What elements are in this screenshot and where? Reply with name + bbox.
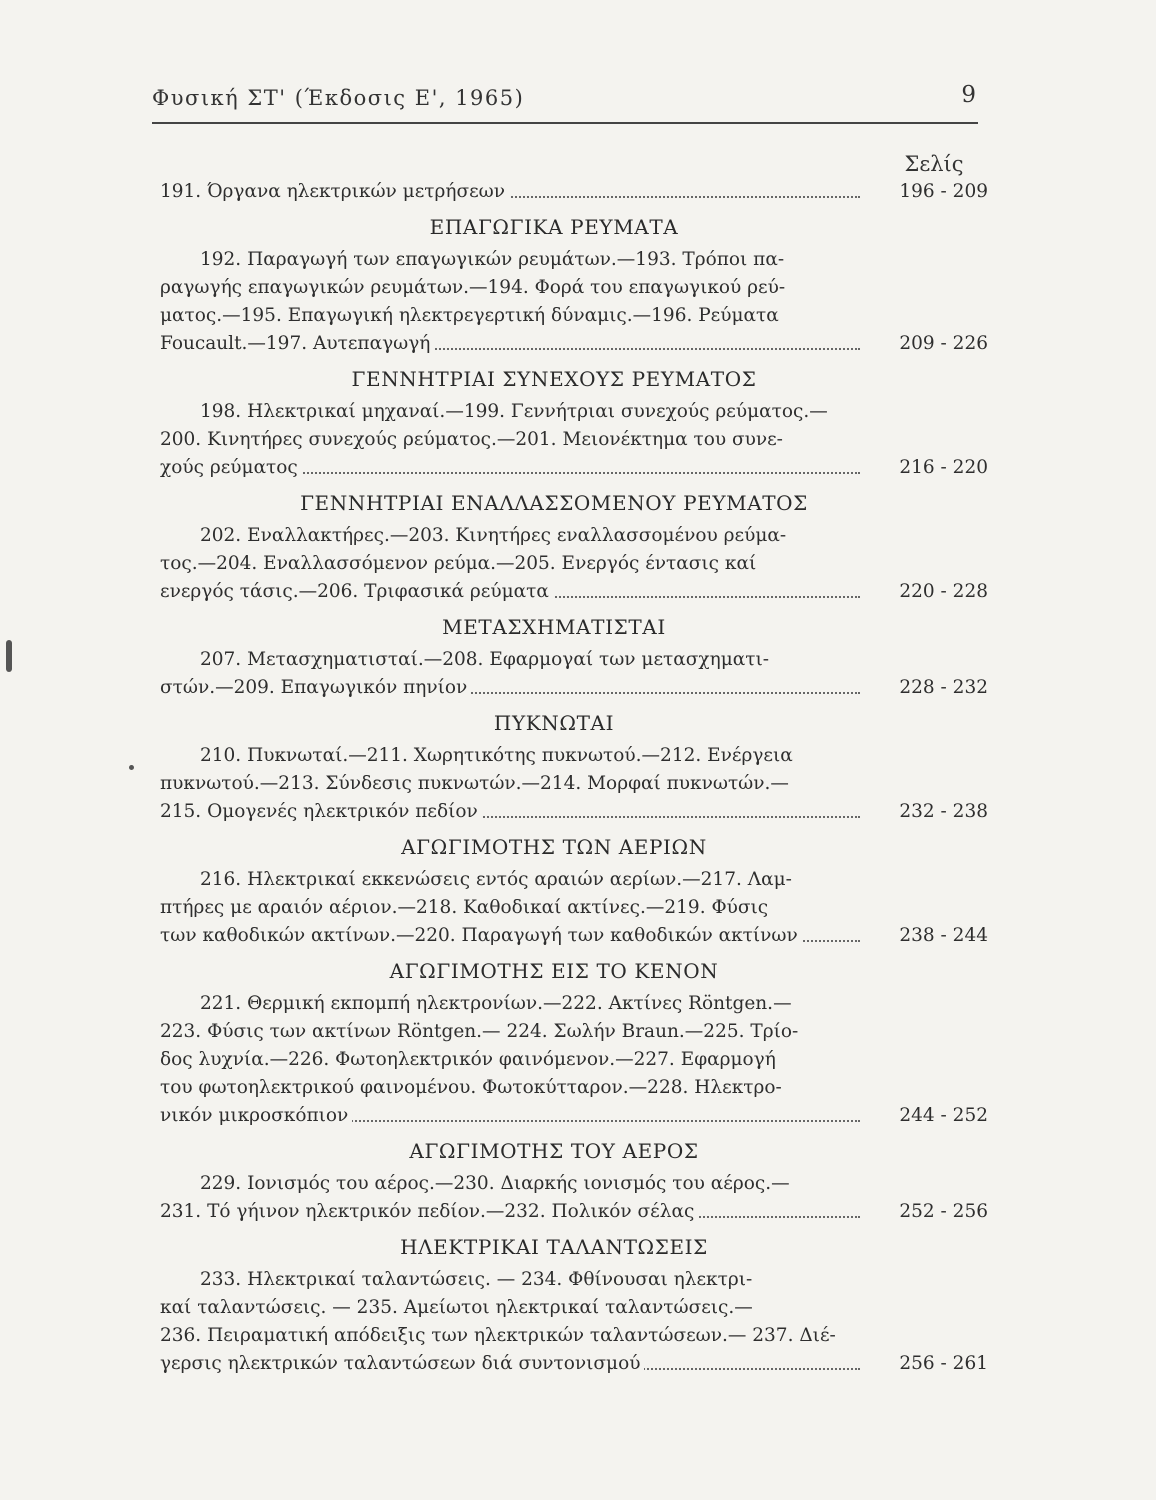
page-range: 256 - 261 xyxy=(899,1353,988,1374)
entry-text: Foucault.—197. Αυτεπαγωγή xyxy=(160,333,434,354)
entry-line xyxy=(160,1170,860,1198)
entry-text: 207. Μετασχηματισταί.—208. Εφαρμογαί των μετασχηματι- xyxy=(200,649,769,670)
section-heading: ΓΕΝΝΗΤΡΙΑΙ ΕΝΑΛΛΑΣΣΟΜΕΝΟΥ ΡΕΥΜΑΤΟΣ xyxy=(300,491,808,515)
page-header xyxy=(152,82,978,124)
entry-text: νικόν μικροσκόπιον xyxy=(160,1105,352,1126)
entry-line xyxy=(160,646,860,674)
entry-text: 191. Όργανα ηλεκτρικών μετρήσεων xyxy=(160,181,509,202)
entry-text: 231. Τό γήινον ηλεκτρικόν πεδίον.—232. Πολικόν σέλας xyxy=(160,1201,698,1222)
entry-text: 215. Ομογενές ηλεκτρικόν πεδίον xyxy=(160,801,482,822)
entry-line xyxy=(160,550,860,578)
section-heading: ΜΕΤΑΣΧΗΜΑΤΙΣΤΑΙ xyxy=(442,615,666,639)
entry-text: 200. Κινητήρες συνεχούς ρεύματος.—201. Μειονέκτημα του συνε- xyxy=(160,429,783,450)
entry-line xyxy=(160,1102,860,1130)
toc-entry xyxy=(160,1170,988,1226)
entry-line xyxy=(160,426,860,454)
entry-text: 223. Φύσις των ακτίνων Röntgen.— 224. Σωλήν Braun.—225. Τρίο- xyxy=(160,1021,799,1042)
entry-line xyxy=(160,742,860,770)
entry-line xyxy=(160,578,860,606)
entry-line xyxy=(160,1350,860,1378)
entry-text: χούς ρεύματος xyxy=(160,457,302,478)
entry-line xyxy=(160,990,860,1018)
scan-mark xyxy=(6,640,12,672)
entry-line xyxy=(160,866,860,894)
entry-line xyxy=(160,246,860,274)
entry-text: του φωτοηλεκτρικού φαινομένου. Φωτοκύτταρον.—228. Ηλεκτρο- xyxy=(160,1077,782,1098)
page-range: 238 - 244 xyxy=(899,925,988,946)
entry-line xyxy=(160,1046,860,1074)
toc-entry xyxy=(160,866,988,950)
entry-line xyxy=(160,178,860,206)
entry-text: 221. Θερμική εκπομπή ηλεκτρονίων.—222. Ακτίνες Röntgen.— xyxy=(200,993,792,1014)
page-range: 216 - 220 xyxy=(899,457,988,478)
entry-text: των καθοδικών ακτίνων.—220. Παραγωγή των καθοδικών ακτίνων xyxy=(160,925,802,946)
entry-line xyxy=(160,1018,860,1046)
page-number: 9 xyxy=(961,82,976,108)
entry-text: καί ταλαντώσεις. — 235. Αμείωτοι ηλεκτρικαί ταλαντώσεις.— xyxy=(160,1297,753,1318)
toc-entry xyxy=(160,522,988,606)
entry-line xyxy=(160,302,860,330)
page-range: 220 - 228 xyxy=(899,581,988,602)
entry-text: 202. Εναλλακτήρες.—203. Κινητήρες εναλλασσομένου ρεύμα- xyxy=(200,525,787,546)
page-range: 228 - 232 xyxy=(899,677,988,698)
table-of-contents xyxy=(160,178,988,1378)
entry-text: ματος.—195. Επαγωγική ηλεκτρεγερτική δύναμις.—196. Ρεύματα xyxy=(160,305,779,326)
page-range: 209 - 226 xyxy=(899,333,988,354)
entry-text: ενεργός τάσις.—206. Τριφασικά ρεύματα xyxy=(160,581,553,602)
page-range: 244 - 252 xyxy=(899,1105,988,1126)
pages-column-label: Σελίς xyxy=(904,152,964,176)
entry-text: δος λυχνία.—226. Φωτοηλεκτρικόν φαινόμενον.—227. Εφαρμογή xyxy=(160,1049,776,1070)
page-range: 252 - 256 xyxy=(899,1201,988,1222)
toc-entry xyxy=(160,246,988,358)
toc-entry xyxy=(160,178,988,206)
entry-text: ραγωγής επαγωγικών ρευμάτων.—194. Φορά του επαγωγικού ρεύ- xyxy=(160,277,786,298)
entry-text: 216. Ηλεκτρικαί εκκενώσεις εντός αραιών αερίων.—217. Λαμ- xyxy=(200,869,792,890)
entry-text: 198. Ηλεκτρικαί μηχαναί.—199. Γεννήτριαι συνεχούς ρεύματος.— xyxy=(200,401,828,422)
toc-entry xyxy=(160,398,988,482)
entry-line xyxy=(160,770,860,798)
entry-line xyxy=(160,1074,860,1102)
section-heading: ΑΓΩΓΙΜΟΤΗΣ ΤΟΥ ΑΕΡΟΣ xyxy=(409,1139,699,1163)
entry-line xyxy=(160,894,860,922)
toc-entry xyxy=(160,1266,988,1378)
entry-text: 229. Ιονισμός του αέρος.—230. Διαρκής ιονισμός του αέρος.— xyxy=(200,1173,790,1194)
entry-line xyxy=(160,1198,860,1226)
entry-line xyxy=(160,1294,860,1322)
section-heading: ΕΠΑΓΩΓΙΚΑ ΡΕΥΜΑΤΑ xyxy=(429,215,679,239)
section-heading: ΑΓΩΓΙΜΟΤΗΣ ΕΙΣ ΤΟ ΚΕΝΟΝ xyxy=(389,959,719,983)
section-heading: ΗΛΕΚΤΡΙΚΑΙ ΤΑΛΑΝΤΩΣΕΙΣ xyxy=(400,1235,708,1259)
entry-text: πτήρες με αραιόν αέριον.—218. Καθοδικαί ακτίνες.—219. Φύσις xyxy=(160,897,769,918)
book-title: Φυσική ΣΤ' (Έκδοσις Ε', 1965) xyxy=(152,86,525,110)
scan-dot xyxy=(129,765,134,770)
entry-line xyxy=(160,274,860,302)
entry-line xyxy=(160,674,860,702)
entry-text: 236. Πειραματική απόδειξις των ηλεκτρικών ταλαντώσεων.— 237. Διέ- xyxy=(160,1325,836,1346)
section-heading: ΠΥΚΝΩΤΑΙ xyxy=(493,711,615,735)
entry-text: 210. Πυκνωταί.—211. Χωρητικότης πυκνωτού.—212. Ενέργεια xyxy=(200,745,793,766)
entry-text: 192. Παραγωγή των επαγωγικών ρευμάτων.—193. Τρόποι πα- xyxy=(200,249,785,270)
toc-entry xyxy=(160,742,988,826)
entry-line xyxy=(160,330,860,358)
entry-text: στών.—209. Επαγωγικόν πηνίον xyxy=(160,677,471,698)
entry-line xyxy=(160,522,860,550)
entry-line xyxy=(160,1266,860,1294)
page-range: 196 - 209 xyxy=(899,181,988,202)
toc-entry xyxy=(160,646,988,702)
entry-line xyxy=(160,454,860,482)
section-heading: ΑΓΩΓΙΜΟΤΗΣ ΤΩΝ ΑΕΡΙΩΝ xyxy=(401,835,707,859)
entry-line xyxy=(160,922,860,950)
entry-line xyxy=(160,798,860,826)
section-heading: ΓΕΝΝΗΤΡΙΑΙ ΣΥΝΕΧΟΥΣ ΡΕΥΜΑΤΟΣ xyxy=(351,367,757,391)
entry-text: 233. Ηλεκτρικαί ταλαντώσεις. — 234. Φθίνουσαι ηλεκτρι- xyxy=(200,1269,753,1290)
page-range: 232 - 238 xyxy=(899,801,988,822)
entry-line xyxy=(160,1322,860,1350)
entry-text: τος.—204. Εναλλασσόμενον ρεύμα.—205. Ενεργός έντασις καί xyxy=(160,553,757,574)
entry-text: πυκνωτού.—213. Σύνδεσις πυκνωτών.—214. Μορφαί πυκνωτών.— xyxy=(160,773,789,794)
toc-entry xyxy=(160,990,988,1130)
entry-text: γερσις ηλεκτρικών ταλαντώσεων διά συντονισμού xyxy=(160,1353,644,1374)
entry-line xyxy=(160,398,860,426)
